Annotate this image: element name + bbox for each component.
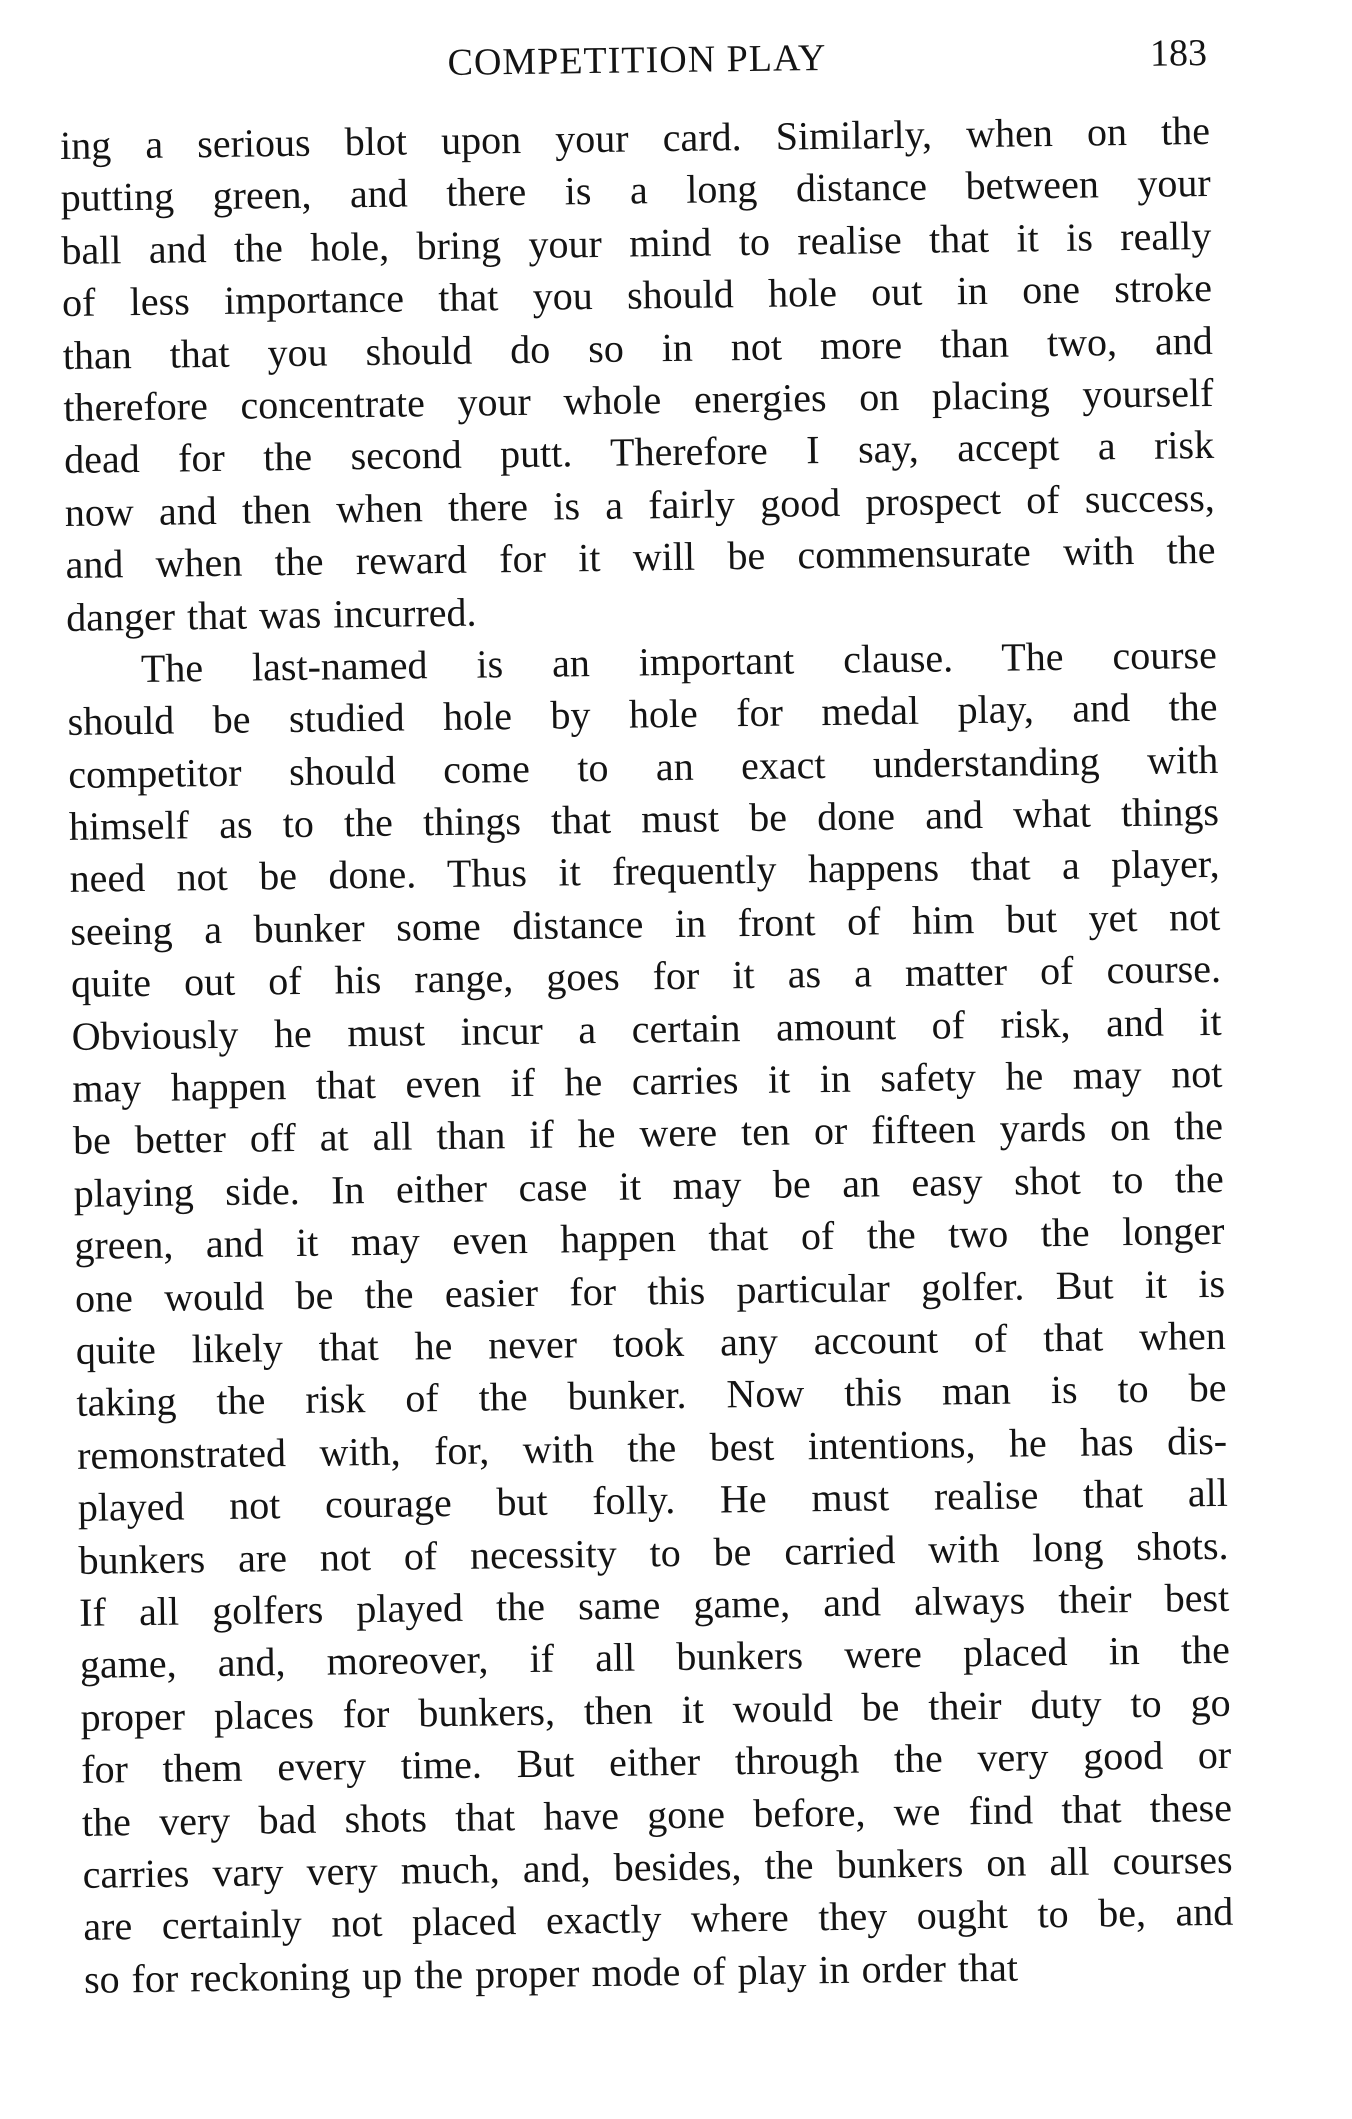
text-line: and when the reward for it will be commensurate with the bbox=[65, 527, 1216, 588]
text-line: proper places for bunkers, then it would be their duty to go bbox=[80, 1679, 1231, 1740]
text-line: are certainly not placed exactly where they ought to be, and bbox=[83, 1889, 1234, 1950]
text-line: ing a serious blot upon your card. Similarly, when on the bbox=[59, 107, 1211, 168]
text-line: need not be done. Thus it frequently happens that a player, bbox=[69, 841, 1220, 902]
text-line: himself as to the things that must be done and what things bbox=[68, 788, 1220, 850]
text-line: so for reckoning up the proper mode of play in order that bbox=[83, 1944, 1019, 2002]
text-line: be better off at all than if he were ten or fifteen yards on the bbox=[72, 1103, 1224, 1164]
text-line: playing side. In either case it may be an easy shot to the bbox=[73, 1155, 1224, 1216]
text-line: remonstrated with, for, with the best intentions, he has dis- bbox=[76, 1417, 1228, 1478]
text-line: therefore concentrate your whole energies on placing yourself bbox=[63, 369, 1214, 430]
text-line: seeing a bunker some distance in front of him but yet not bbox=[70, 893, 1221, 954]
text-line: quite out of his range, goes for it as a matter of course. bbox=[70, 946, 1222, 1007]
page-header bbox=[57, 31, 1218, 96]
text-line: Obviously he must incur a certain amount of risk, and it bbox=[71, 998, 1222, 1059]
text-line: one would be the easier for this particular golfer. But it is bbox=[74, 1260, 1226, 1321]
text-line: The last-named is an important clause. The course bbox=[140, 631, 1218, 691]
text-line: the very bad shots that have gone before, we find that these bbox=[81, 1784, 1233, 1845]
text-line: taking the risk of the bunker. Now this man is to be bbox=[76, 1365, 1227, 1426]
text-line: carries vary very much, and, besides, the bunkers on all courses bbox=[82, 1836, 1233, 1897]
text-line: played not courage but folly. He must realise that all bbox=[77, 1469, 1229, 1531]
text-line: dead for the second putt. Therefore I say, accept a risk bbox=[63, 422, 1215, 483]
running-title: COMPETITION PLAY bbox=[447, 36, 827, 84]
text-line: now and then when there is a fairly good prospect of success, bbox=[64, 474, 1216, 535]
body-text bbox=[60, 105, 1235, 2006]
text-line: If all golfers played the same game, and always their best bbox=[78, 1574, 1230, 1635]
text-line: than that you should do so in not more than two, and bbox=[62, 317, 1213, 378]
text-line: danger that was incurred. bbox=[65, 589, 477, 640]
text-line: competitor should come to an exact understanding with bbox=[67, 736, 1219, 797]
text-line: putting green, and there is a long distance between your bbox=[60, 160, 1211, 221]
text-line: quite likely that he never took any account of that when bbox=[75, 1312, 1227, 1373]
text-line: green, and it may even happen that of the two the longer bbox=[74, 1208, 1225, 1269]
text-line: of less importance that you should hole out in one stroke bbox=[61, 265, 1213, 326]
paragraph bbox=[60, 105, 1217, 644]
text-line: for them every time. But either through the very good or bbox=[81, 1731, 1232, 1792]
text-line: game, and, moreover, if all bunkers were placed in the bbox=[79, 1627, 1231, 1688]
text-line: should be studied hole by hole for medal play, and the bbox=[67, 684, 1218, 745]
text-line: ball and the hole, bring your mind to realise that it is really bbox=[61, 212, 1212, 273]
paragraph bbox=[67, 629, 1235, 2006]
page-number: 183 bbox=[1149, 31, 1208, 75]
text-line: bunkers are not of necessity to be carried with long shots. bbox=[78, 1522, 1229, 1583]
text-line: may happen that even if he carries it in safety he may not bbox=[72, 1050, 1223, 1111]
